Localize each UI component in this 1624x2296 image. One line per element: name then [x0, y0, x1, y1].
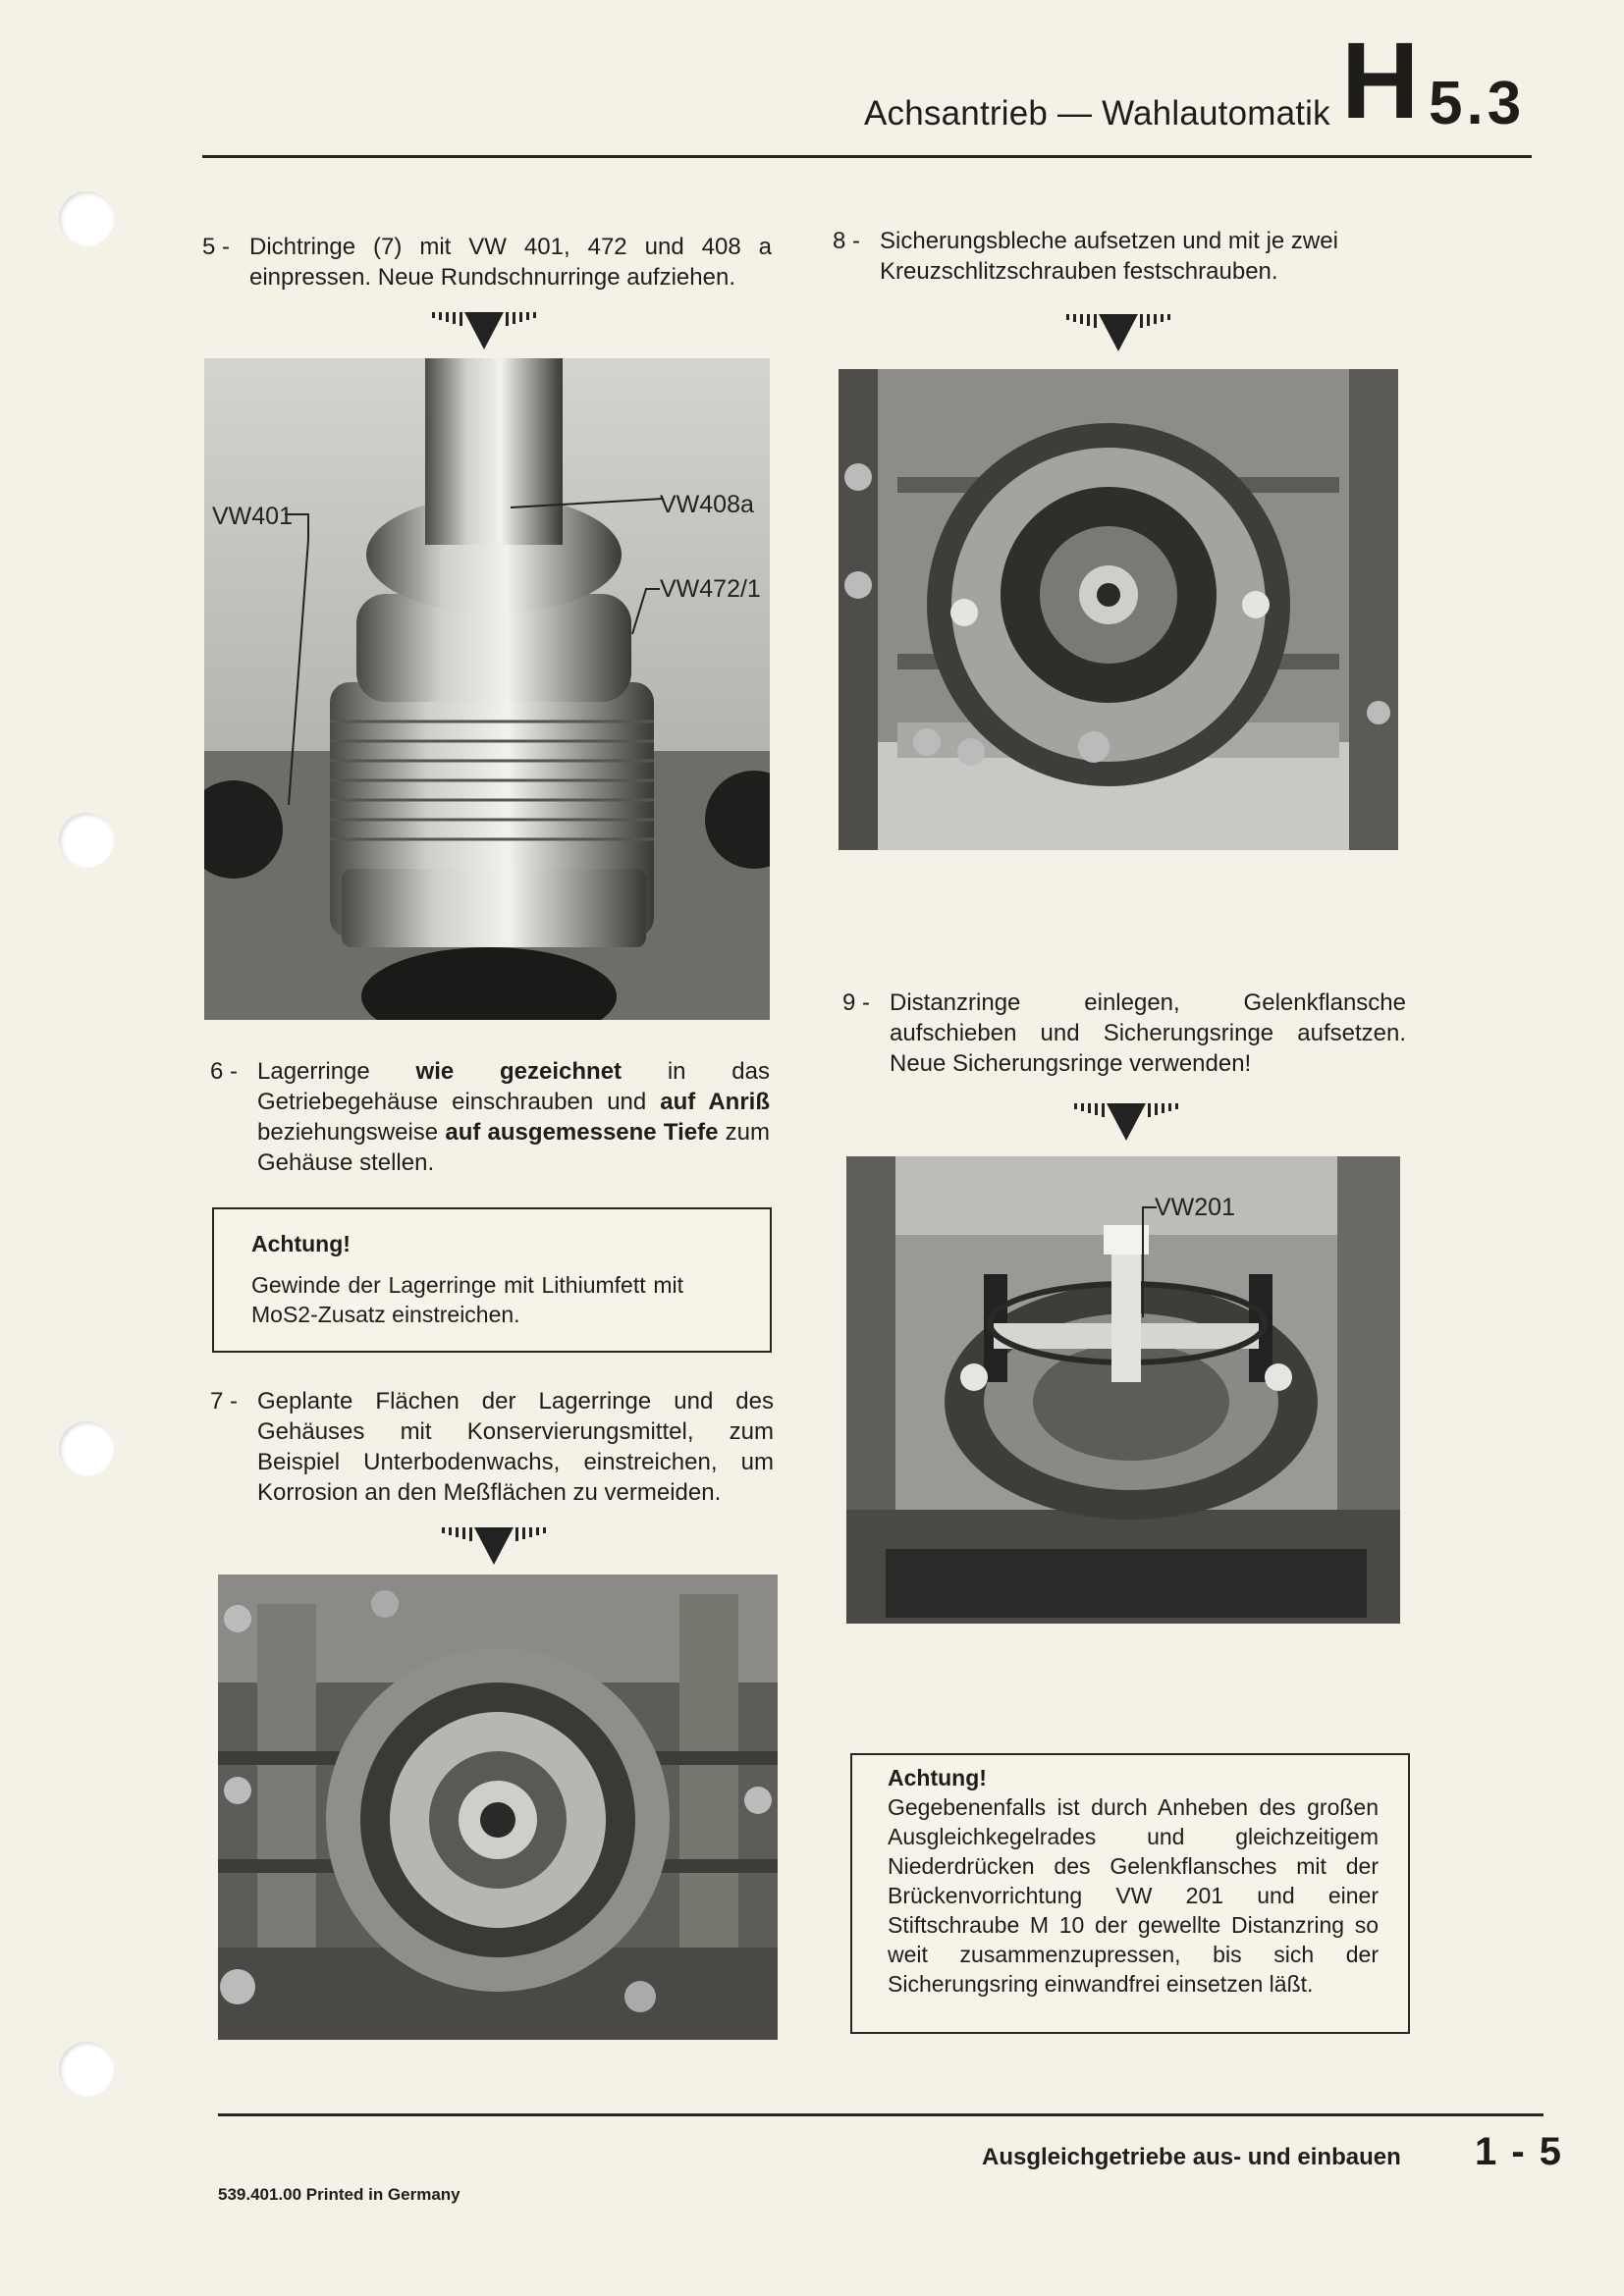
callout-line	[285, 510, 314, 805]
text-run-bold: auf Anriß	[660, 1089, 771, 1115]
down-arrow-icon	[442, 1525, 546, 1567]
step-number: 7 -	[210, 1388, 239, 1415]
step-5	[202, 232, 772, 293]
step-6	[210, 1056, 770, 1178]
text-run-bold: auf ausgemessene Tiefe	[445, 1119, 719, 1146]
section-letter: H	[1341, 21, 1420, 141]
callout-line	[511, 491, 663, 510]
down-arrow-icon	[432, 310, 536, 351]
callout-vw201: VW201	[1155, 1194, 1235, 1221]
text-run: in das Getriebegehäuse einschrauben und	[257, 1058, 770, 1115]
step-text: Geplante Flächen der Lagerringe und des Gehäuses mit Konservierungsmittel, zum Beispiel Unterbodenwachs, einstreichen, um Korrosion an den Meßflächen zu vermeiden.	[257, 1388, 774, 1506]
print-info: 539.401.00 Printed in Germany	[218, 2185, 460, 2204]
punch-hole	[59, 1421, 114, 1476]
punch-hole	[59, 191, 114, 246]
text-run: beziehungsweise	[257, 1119, 446, 1146]
footer-rule	[218, 2113, 1543, 2116]
note-title: Achtung!	[251, 1231, 351, 1256]
section-title: Achsantrieb — Wahlautomatik	[864, 94, 1330, 133]
photo-securing-plates	[839, 369, 1398, 850]
down-arrow-icon	[1066, 312, 1170, 353]
note-title: Achtung!	[888, 1765, 987, 1790]
step-text: Dichtringe (7) mit VW 401, 472 und 408 a einpressen. Neue Rundschnurringe aufziehen.	[249, 234, 772, 291]
punch-hole	[59, 2042, 114, 2097]
step-text: Distanzringe einlegen, Gelenkflansche aufschieben und Sicherungsringe aufsetzen. Neue Sicherungsringe verwenden!	[890, 989, 1406, 1077]
step-7	[210, 1386, 774, 1508]
section-number: 5.3	[1429, 70, 1526, 137]
callout-vw472: VW472/1	[660, 575, 761, 603]
punch-hole	[59, 813, 114, 868]
step-number: 6 -	[210, 1058, 239, 1085]
callout-line	[628, 579, 662, 638]
step-number: 5 -	[202, 234, 231, 260]
step-text: Sicherungsbleche aufsetzen und mit je zwei Kreuzschlitzschrauben festschrauben.	[880, 228, 1338, 285]
note-box-2	[850, 1753, 1410, 2034]
text-run: Lagerringe	[257, 1058, 416, 1085]
page-number: 1 - 5	[1475, 2130, 1564, 2173]
header-rule	[202, 155, 1532, 158]
footer-title: Ausgleichgetriebe aus- und einbauen	[982, 2144, 1401, 2170]
callout-line	[1139, 1203, 1159, 1321]
step-number: 9 -	[842, 989, 871, 1016]
photo-bridge-fixture	[846, 1156, 1400, 1624]
step-text	[257, 1056, 770, 1178]
note-text: Gegebenenfalls ist durch Anheben des großen Ausgleichkegelrades und gleichzeitigem Niederdrücken des Gelenkflansches mit der Brückenvorrichtung VW 201 und einer Stiftschraube M 10 der gewellte Distanzring so weit zusammenzupressen, bis sich der Sicherungsring einwandfrei einsetzen läßt.	[888, 1794, 1379, 1997]
step-8	[833, 226, 1402, 287]
photo-bearing-ring	[218, 1575, 778, 2040]
note-box-1	[212, 1207, 772, 1353]
note-text: Gewinde der Lagerringe mit Lithiumfett mit MoS2-Zusatz einstreichen.	[251, 1272, 683, 1327]
callout-vw408a: VW408a	[660, 491, 754, 518]
text-run: zum Gehäuse stellen.	[257, 1119, 770, 1176]
callout-vw401: VW401	[212, 503, 293, 530]
down-arrow-icon	[1074, 1101, 1178, 1143]
step-number: 8 -	[833, 228, 861, 254]
text-run-bold: wie gezeichnet	[415, 1058, 623, 1085]
step-9	[842, 988, 1406, 1079]
